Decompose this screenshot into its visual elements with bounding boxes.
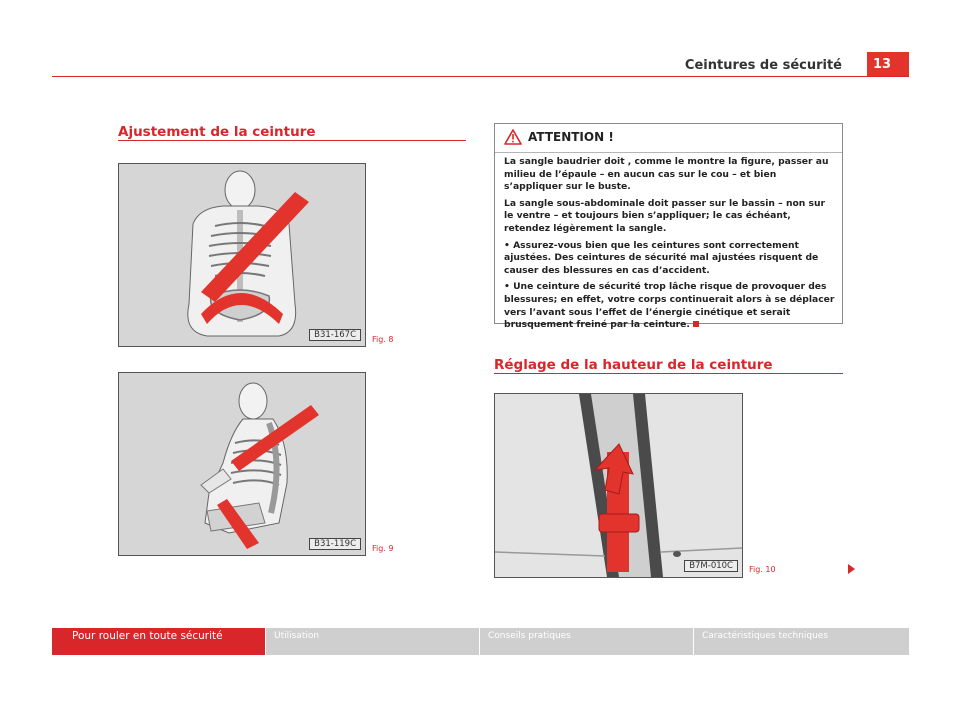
warning-triangle-icon [504,129,522,145]
tab-utilisation[interactable]: Utilisation [266,628,480,655]
figure-8-label: Fig. 8 [372,335,394,344]
tab-pour-rouler[interactable]: Pour rouler en toute sécurité [52,628,266,655]
header-rule [52,76,909,77]
header-title: Ceintures de sécurité [684,58,842,73]
figure-8-code: B31-167C [309,329,361,341]
tab-caracteristiques-techniques[interactable]: Caractéristiques techniques [694,628,909,655]
warning-paragraph: La sangle baudrier doit , comme le montre la figure, passer au milieu de l’épaule – en aucun cas sur le cou – et bien s’appliquer sur le buste. [504,156,829,193]
page-number: 13 [867,52,909,76]
section-rule-adjustment [118,140,466,141]
figure-10-label: Fig. 10 [749,565,776,574]
warning-title: ATTENTION ! [528,130,614,144]
figure-10-height-adjuster [494,393,743,578]
next-page-arrow-icon[interactable] [848,564,855,574]
figure-10-illustration [495,394,742,577]
warning-paragraph: La sangle sous-abdominale doit passer sur le bassin – non sur le ventre – et toujours bien s’appliquer; le cas échéant, retendez légèrement la sangle. [504,197,826,234]
warning-paragraph-text: • Une ceinture de sécurité trop lâche risque de provoquer des blessures; en effet, votre corps continuerait alors à se déplacer vers l’avant sous l’effet de l’énergie cinétique et serait brusquement freiné par la ceinture. [504,281,835,331]
section-title-adjustment: Ajustement de la ceinture [118,124,316,140]
section-rule-height-adjustment [494,373,843,374]
warning-body [504,156,836,336]
figure-9-illustration [119,373,365,555]
tab-conseils-pratiques[interactable]: Conseils pratiques [480,628,694,655]
section-title-height-adjustment: Réglage de la hauteur de la ceinture [494,357,773,373]
chapter-nav [52,628,909,655]
figure-8-belt-front [118,163,366,347]
figure-9-belt-side [118,372,366,556]
figure-9-label: Fig. 9 [372,544,394,553]
figure-8-illustration [119,164,365,346]
figure-9-code: B31-119C [309,538,361,550]
warning-box [494,123,843,331]
warning-header [495,124,842,153]
figure-10-code: B7M-010C [684,560,738,572]
end-of-section-icon [693,321,699,327]
warning-paragraph-last [504,281,836,331]
warning-paragraph: • Assurez-vous bien que les ceintures sont correctement ajustées. Des ceintures de sécurité mal ajustées risquent de causer des blessures en cas d’accident. [504,239,819,276]
